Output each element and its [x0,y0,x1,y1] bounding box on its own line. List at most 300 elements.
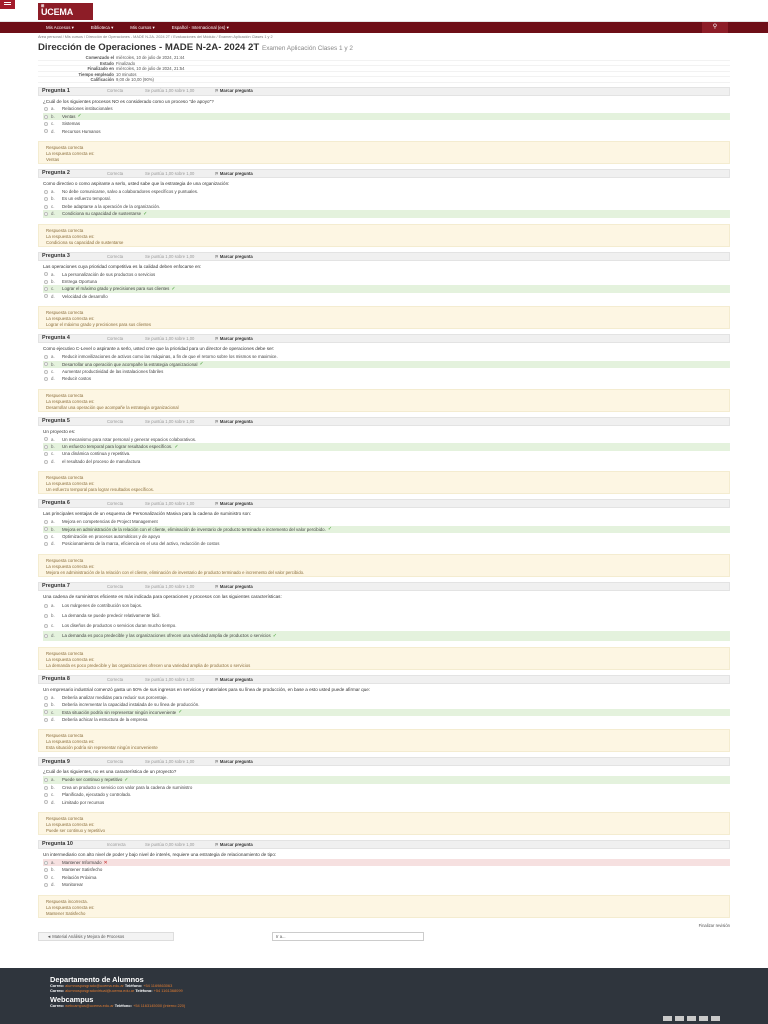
youtube-icon[interactable] [699,1016,708,1021]
answer-options [38,188,730,218]
flag-icon: ⚐ [215,88,220,94]
flag-icon: ⚐ [215,676,220,682]
correct-answer: Condiciona su capacidad de sustentarse [46,239,124,245]
answer-options [38,271,730,301]
footer-contact-line: Correo: alumnosposgradovirtual@ucema.edu.ar Teléfono: +54 1161368099 [50,987,183,993]
question-text: Un empresario industrial comenzó gasta un 50% de sus ingresos en servicios y materiales para su línea de producción, en base a esto usted puede afirmar que: [43,686,371,692]
question-number: Pregunta 1 [42,87,70,94]
option-text: Mantener Satisfecho [62,867,103,873]
question-points: Se puntúa 1,00 sobre 1,00 [145,253,195,259]
flag-icon: ⚐ [215,418,220,424]
breadcrumb[interactable]: Área personal / Mis cursos / Dirección de Operaciones - MADE N-2A- 2024 2T / Evaluaciones del Módulo / Examen Aplicación Clases 1 y 2 [38,35,273,39]
question-text: Las principales ventajas de un esquema de Personalización Masiva para la cadena de suministro son: [43,511,252,517]
question-points: Se puntúa 0,00 sobre 1,00 [145,841,195,847]
feedback-status: Respuesta correcta [46,733,84,739]
option-letter: a. [51,271,55,277]
answer-option[interactable] [43,799,730,806]
question-text: Un intermediario con alto nivel de poder y bajo nivel de interés, requiere una estrategia de relacionamiento de tipo: [43,852,277,857]
logo-text: UCEMA [41,7,73,17]
answer-option[interactable] [43,375,730,382]
option-text: Recursos Humanos [62,128,101,134]
question-status: Correcta [107,253,124,259]
answer-option[interactable] [43,709,730,716]
question-text: Como ejecutivo C-Level o aspirante a serlo, usted cree que la prioridad para un director de operaciones debe ser: [43,346,275,352]
radio-button[interactable] [44,294,48,298]
option-letter: d. [51,128,55,134]
radio-button[interactable] [44,280,48,284]
footer-contact-line: Correo: alumnosposgrado@ucema.edu.ar Teléfono: +54 1169863063 [50,983,173,988]
feedback-label: La respuesta correcta es: [46,398,95,404]
option-text: Entrega Oportuna [62,278,97,284]
question-header [38,417,730,426]
question-block [38,252,730,330]
correct-answer: Un esfuerzo temporal para lograr resultados específicos. [46,487,154,493]
radio-button[interactable] [44,875,48,879]
radio-button[interactable] [44,696,48,700]
flag-question-button[interactable]: ⚐ Marcar pregunta [215,676,253,682]
answer-option[interactable] [43,716,730,723]
footer-contact-line: Correo: webcampus@ucema.edu.ar Teléfono: +54 1163145000 (interno 220) [50,1003,186,1009]
question-block [38,87,730,165]
flag-question-button[interactable]: ⚐ Marcar pregunta [215,583,253,589]
answer-option[interactable] [43,443,730,450]
question-number: Pregunta 3 [42,252,70,259]
radio-button[interactable] [44,460,48,464]
flag-question-button[interactable]: ⚐ Marcar pregunta [215,841,253,847]
facebook-icon[interactable] [663,1016,672,1021]
feedback-status: Respuesta correcta [46,816,84,821]
flag-question-button[interactable]: ⚐ Marcar pregunta [215,170,253,176]
radio-button[interactable] [44,883,48,887]
question-block [38,417,730,495]
flag-icon: ⚐ [215,583,220,589]
option-letter: a. [51,189,55,194]
option-letter: d. [51,211,55,217]
question-header [38,252,730,261]
flag-question-button[interactable]: ⚐ Marcar pregunta [215,88,253,94]
phone-link[interactable]: +54 1161368099 [153,987,183,993]
answer-options [38,694,730,724]
option-letter: d. [51,799,55,805]
question-header [38,582,730,591]
option-letter: b. [51,113,55,119]
answer-option[interactable] [43,203,730,210]
radio-button[interactable] [44,710,48,714]
answer-option[interactable] [43,601,730,611]
question-points: Se puntúa 1,00 sobre 1,00 [145,418,195,424]
answer-option[interactable] [43,866,730,873]
search-icon[interactable]: ⚲ [702,22,728,33]
page-subtitle: Examen Aplicación Clases 1 y 2 [261,45,353,52]
option-text: Relación Próxima [62,874,97,880]
radio-button[interactable] [44,800,48,804]
radio-button[interactable] [44,205,48,209]
correct-answer: Esta situación podría sin representar ningún inconveniente [46,745,158,751]
option-letter: c. [51,623,55,629]
feedback-status: Respuesta correcta [46,392,84,398]
correct-answer: Desarrollar una operación que acompañe la estrategia organizacional [46,404,179,410]
option-letter: b. [51,196,55,202]
option-text: Planificado, ejecutado y controlado. [62,792,132,798]
answer-options [38,601,730,641]
cross-icon: ✕ [103,859,108,866]
option-letter: c. [51,368,55,374]
question-block [38,757,730,835]
answer-option[interactable] [43,285,730,292]
option-text: Debe adaptarse a la operación de la organización. [62,203,161,209]
attempt-summary [38,55,730,83]
radio-button[interactable] [44,542,48,546]
option-text: Optimización en procesos automáticos y de apoyo [62,534,161,540]
finish-review-link[interactable]: Finalizar revisión [698,922,730,928]
radio-button[interactable] [44,861,48,865]
answer-option[interactable] [43,368,730,375]
correct-answer: Mejora en administración de la relación con el cliente, eliminación de inventario de producto terminado e incremento del valor percibido. [46,569,305,575]
answer-option[interactable] [43,113,730,120]
answer-option[interactable] [43,353,730,360]
option-letter: a. [51,354,55,360]
answer-option[interactable] [43,188,730,195]
radio-button[interactable] [44,107,48,111]
option-text: Debería achicar la estructura de la empresa [62,716,148,722]
radio-button[interactable] [44,614,48,618]
radio-button[interactable] [44,370,48,374]
summary-row [38,77,730,83]
feedback-status: Respuesta correcta [46,475,84,481]
question-status: Correcta [107,170,124,176]
feedback-label: La respuesta correcta es: [46,316,95,322]
correct-answer: La demanda es poco predecible y las organizaciones ofrecen una variedad amplia de productos o servicios [46,662,251,668]
option-letter: b. [51,526,55,532]
summary-label: Tiempo empleado [78,71,114,77]
option-text: Una dinámica continua y repetitiva. [62,451,131,457]
option-letter: c. [51,451,55,457]
feedback-box [38,389,730,412]
answer-option[interactable] [43,701,730,708]
radio-button[interactable] [44,535,48,539]
option-text: Debería analizar medidas para reducir sus porcentaje. [62,694,168,700]
flag-question-button[interactable]: ⚐ Marcar pregunta [215,253,253,259]
radio-button[interactable] [44,793,48,797]
answer-options [38,776,730,806]
radio-button[interactable] [44,129,48,133]
feedback-label: La respuesta correcta es: [46,481,95,487]
summary-value: Finalizado [116,60,136,66]
answer-option[interactable] [43,120,730,127]
correct-answer: Lograr el máximo grado y precisiones para sus clientes [46,322,152,328]
option-text: Mantener Informado [62,859,102,865]
question-number: Pregunta 8 [42,676,70,682]
option-text: Puede ser continuo y repetitivo [62,777,123,783]
question-number: Pregunta 7 [42,583,70,589]
answer-option[interactable] [43,859,730,866]
option-letter: b. [51,278,55,284]
feedback-label: La respuesta correcta es: [46,233,95,239]
feedback-box [38,554,730,577]
check-icon: ✓ [77,113,82,120]
flag-question-button[interactable]: ⚐ Marcar pregunta [215,759,253,765]
answer-option[interactable] [43,271,730,278]
option-letter: b. [51,867,55,873]
answer-options [38,518,730,548]
option-letter: a. [51,694,55,700]
answer-option[interactable] [43,611,730,621]
answer-option[interactable] [43,195,730,202]
answer-option[interactable] [43,361,730,368]
feedback-status: Respuesta correcta [46,557,84,563]
logo-mark-icon: ⊞ [41,3,45,8]
instagram-icon[interactable] [687,1016,696,1021]
feedback-label: La respuesta correcta es: [46,151,95,157]
linkedin-icon[interactable] [711,1016,720,1021]
answer-option[interactable] [43,458,730,465]
radio-button[interactable] [44,287,48,291]
radio-button[interactable] [44,377,48,381]
question-text: Como directivo o como aspirante a serlo, usted sabe que la estrategia de una organización: [43,181,230,187]
flag-question-button[interactable]: ⚐ Marcar pregunta [215,501,253,507]
twitter-icon[interactable] [675,1016,684,1021]
feedback-box [38,729,730,752]
flag-question-button[interactable]: ⚐ Marcar pregunta [215,418,253,424]
answer-option[interactable] [43,278,730,285]
option-letter: c. [51,792,55,798]
previous-activity-link[interactable]: ◄ Material Análisis y Mejora de Procesos [38,932,174,941]
activity-navigation [38,931,730,942]
question-header [38,675,730,684]
option-letter: c. [51,874,55,880]
option-letter: d. [51,541,55,547]
radio-button[interactable] [44,452,48,456]
question-points: Se puntúa 1,00 sobre 1,00 [145,501,195,507]
feedback-status: Respuesta correcta [46,650,84,656]
option-text: Reducir costos [62,376,92,382]
question-status: Correcta [107,88,124,94]
question-number: Pregunta 4 [42,335,70,342]
option-text: Aumentar productividad de las instalaciones fabriles [62,368,164,374]
radio-button[interactable] [44,868,48,872]
option-letter: d. [51,882,55,888]
option-letter: a. [51,519,55,525]
answer-option[interactable] [43,776,730,783]
question-block [38,582,730,670]
radio-button[interactable] [44,437,48,441]
answer-option[interactable] [43,881,730,888]
option-text: Debería incrementar la capacidad instalada de su línea de producción. [62,702,200,708]
option-letter: a. [51,777,55,783]
option-text: Un mecanismo para rotar personal y generar espacios colaborativos. [62,436,197,442]
answer-option[interactable] [43,784,730,791]
answer-option[interactable] [43,631,730,641]
summary-label: Calificación [90,77,114,82]
option-text: La demanda es poco predecible y las organizaciones ofrecen una variedad amplia de productos o servicios [62,633,271,639]
option-letter: b. [51,361,55,367]
correct-answer: Puede ser continuo y repetitivo [46,828,105,834]
question-header [38,87,730,96]
nav-item[interactable]: Mis Accesos ▾ [46,25,74,30]
feedback-status: Respuesta correcta [46,227,84,233]
option-letter: c. [51,534,55,540]
radio-button[interactable] [44,115,48,119]
question-status: Correcta [107,583,124,589]
jump-to-select[interactable]: Ir a... [272,932,424,941]
radio-button[interactable] [44,355,48,359]
feedback-status: Respuesta correcta [46,145,84,151]
answer-option[interactable] [43,526,730,533]
check-icon: ✓ [199,361,204,368]
option-letter: a. [51,436,55,442]
feedback-box [38,224,730,247]
question-status: Correcta [107,418,124,424]
option-text: Desarrollar una operación que acompañe la estrategia organizacional [62,361,198,367]
question-number: Pregunta 2 [42,170,70,177]
correct-answer: Mantener Satisfecho [46,910,86,916]
question-number: Pregunta 10 [42,841,73,848]
option-text: Ventas [62,113,76,119]
option-letter: d. [51,293,55,299]
radio-button[interactable] [44,122,48,126]
feedback-box [38,647,730,670]
answer-options [38,106,730,136]
question-header [38,334,730,343]
option-letter: c. [51,286,55,292]
question-text: ¿Cuál de las siguientes, no es una característica de un proyecto? [43,769,177,775]
summary-value: miércoles, 10 de julio de 2024, 21:54 [116,66,185,71]
main-content [0,35,768,942]
radio-button[interactable] [44,272,48,276]
answer-option[interactable] [43,874,730,881]
radio-button[interactable] [44,190,48,194]
answer-option[interactable] [43,694,730,701]
phone-link[interactable]: +54 1163145000 (interno 220) [133,1003,186,1009]
option-text: Velocidad de desarrollo [62,293,108,299]
menu-toggle-icon[interactable] [0,0,15,9]
footer [0,968,768,1024]
radio-button[interactable] [44,197,48,201]
footer-title-webcampus: Webcampus [50,995,94,1005]
summary-label: Finalizado en [87,66,114,71]
answer-option[interactable] [43,621,730,631]
answer-option[interactable] [43,293,730,300]
answer-option[interactable] [43,436,730,443]
option-letter: d. [51,633,55,639]
summary-label: Estado [100,60,114,66]
phone-link[interactable]: +54 1169863063 [143,983,173,988]
radio-button[interactable] [44,212,48,216]
question-number: Pregunta 6 [42,500,70,507]
option-letter: b. [51,702,55,708]
answer-option[interactable] [43,128,730,135]
page-title: Dirección de Operaciones - MADE N-2A- 2024 2T Examen Aplicación Clases 1 y 2 [38,42,353,53]
radio-button[interactable] [44,520,48,524]
check-icon: ✓ [143,210,148,217]
option-letter: a. [51,603,55,609]
question-number: Pregunta 5 [42,417,70,424]
summary-value: 10 minutos [116,71,137,77]
flag-icon: ⚐ [215,336,220,342]
option-text: Sistemas [62,121,81,127]
flag-icon: ⚐ [215,501,220,507]
nav-item[interactable]: Biblioteca ▾ [90,25,114,30]
radio-button[interactable] [44,786,48,790]
option-letter: d. [51,716,55,722]
answer-option[interactable] [43,791,730,798]
radio-button[interactable] [44,634,48,638]
summary-value: miércoles, 10 de julio de 2024, 21:44 [116,55,185,60]
email-link[interactable]: alumnosposgradovirtual@ucema.edu.ar [65,987,135,993]
radio-button[interactable] [44,778,48,782]
option-text: Limitado por recursos [62,799,105,805]
ucema-logo[interactable] [38,3,93,20]
question-text: Un proyecto es: [43,428,76,434]
nav-item[interactable]: Mis cursos ▾ [130,25,155,30]
check-icon: ✓ [272,632,277,639]
question-status: Correcta [107,336,124,342]
feedback-status: Respuesta correcta [46,310,84,316]
nav-item[interactable]: Español - Internacional (es) ▾ [171,25,229,30]
option-text: Monitorear [62,882,83,888]
feedback-label: La respuesta correcta es: [46,904,95,910]
option-letter: a. [51,106,55,112]
option-letter: d. [51,458,55,464]
question-points: Se puntúa 1,00 sobre 1,00 [145,170,195,176]
question-text: ¿Cuál de los siguientes procesos NO es considerado como un proceso "de apoyo"? [43,98,214,104]
answer-options [38,436,730,466]
answer-option[interactable] [43,518,730,525]
answer-options [38,353,730,383]
correct-answer: Ventas [46,157,60,163]
email-link[interactable]: alumnosposgrado@ucema.edu.ar [65,983,124,988]
question-header [38,499,730,508]
option-letter: c. [51,709,55,715]
question-number: Pregunta 9 [42,758,70,765]
answer-option[interactable] [43,451,730,458]
option-letter: b. [51,444,55,450]
option-text: Los diseños de productos o servicios duran mucho tiempo. [62,623,177,629]
question-text: Una cadena de suministros eficiente es más indicada para operaciones y procesos con las siguientes características: [43,593,282,599]
flag-icon: ⚐ [215,759,220,765]
radio-button[interactable] [44,445,48,449]
feedback-label: La respuesta correcta es: [46,822,95,828]
question-points: Se puntúa 1,00 sobre 1,00 [145,759,195,765]
radio-button[interactable] [44,703,48,707]
flag-icon: ⚐ [215,170,220,176]
radio-button[interactable] [44,362,48,366]
question-block [38,675,730,753]
email-link[interactable]: webcampus@ucema.edu.ar [65,1003,114,1009]
option-text: Mejora en administración de la relación con el cliente, eliminación de inventario de producto terminado e incremento del valor percibido. [62,526,326,532]
question-points: Se puntúa 1,00 sobre 1,00 [145,88,195,94]
question-text: Las operaciones cuya prioridad competitiva es la calidad deben enfocarse en: [43,263,202,269]
question-points: Se puntúa 1,00 sobre 1,00 [145,583,195,589]
answer-option[interactable] [43,106,730,113]
question-block [38,334,730,412]
question-status: Correcta [107,501,124,507]
feedback-label: La respuesta correcta es: [46,739,95,745]
answer-option[interactable] [43,540,730,547]
flag-question-button[interactable]: ⚐ Marcar pregunta [215,336,253,342]
main-navbar [0,22,768,33]
top-bar [0,0,768,22]
summary-label: Comenzado el [85,55,114,60]
radio-button[interactable] [44,718,48,722]
answer-option[interactable] [43,210,730,217]
radio-button[interactable] [44,527,48,531]
radio-button[interactable] [44,624,48,628]
answer-option[interactable] [43,533,730,540]
radio-button[interactable] [44,604,48,608]
social-icons [663,1016,720,1021]
option-letter: c. [51,203,55,209]
